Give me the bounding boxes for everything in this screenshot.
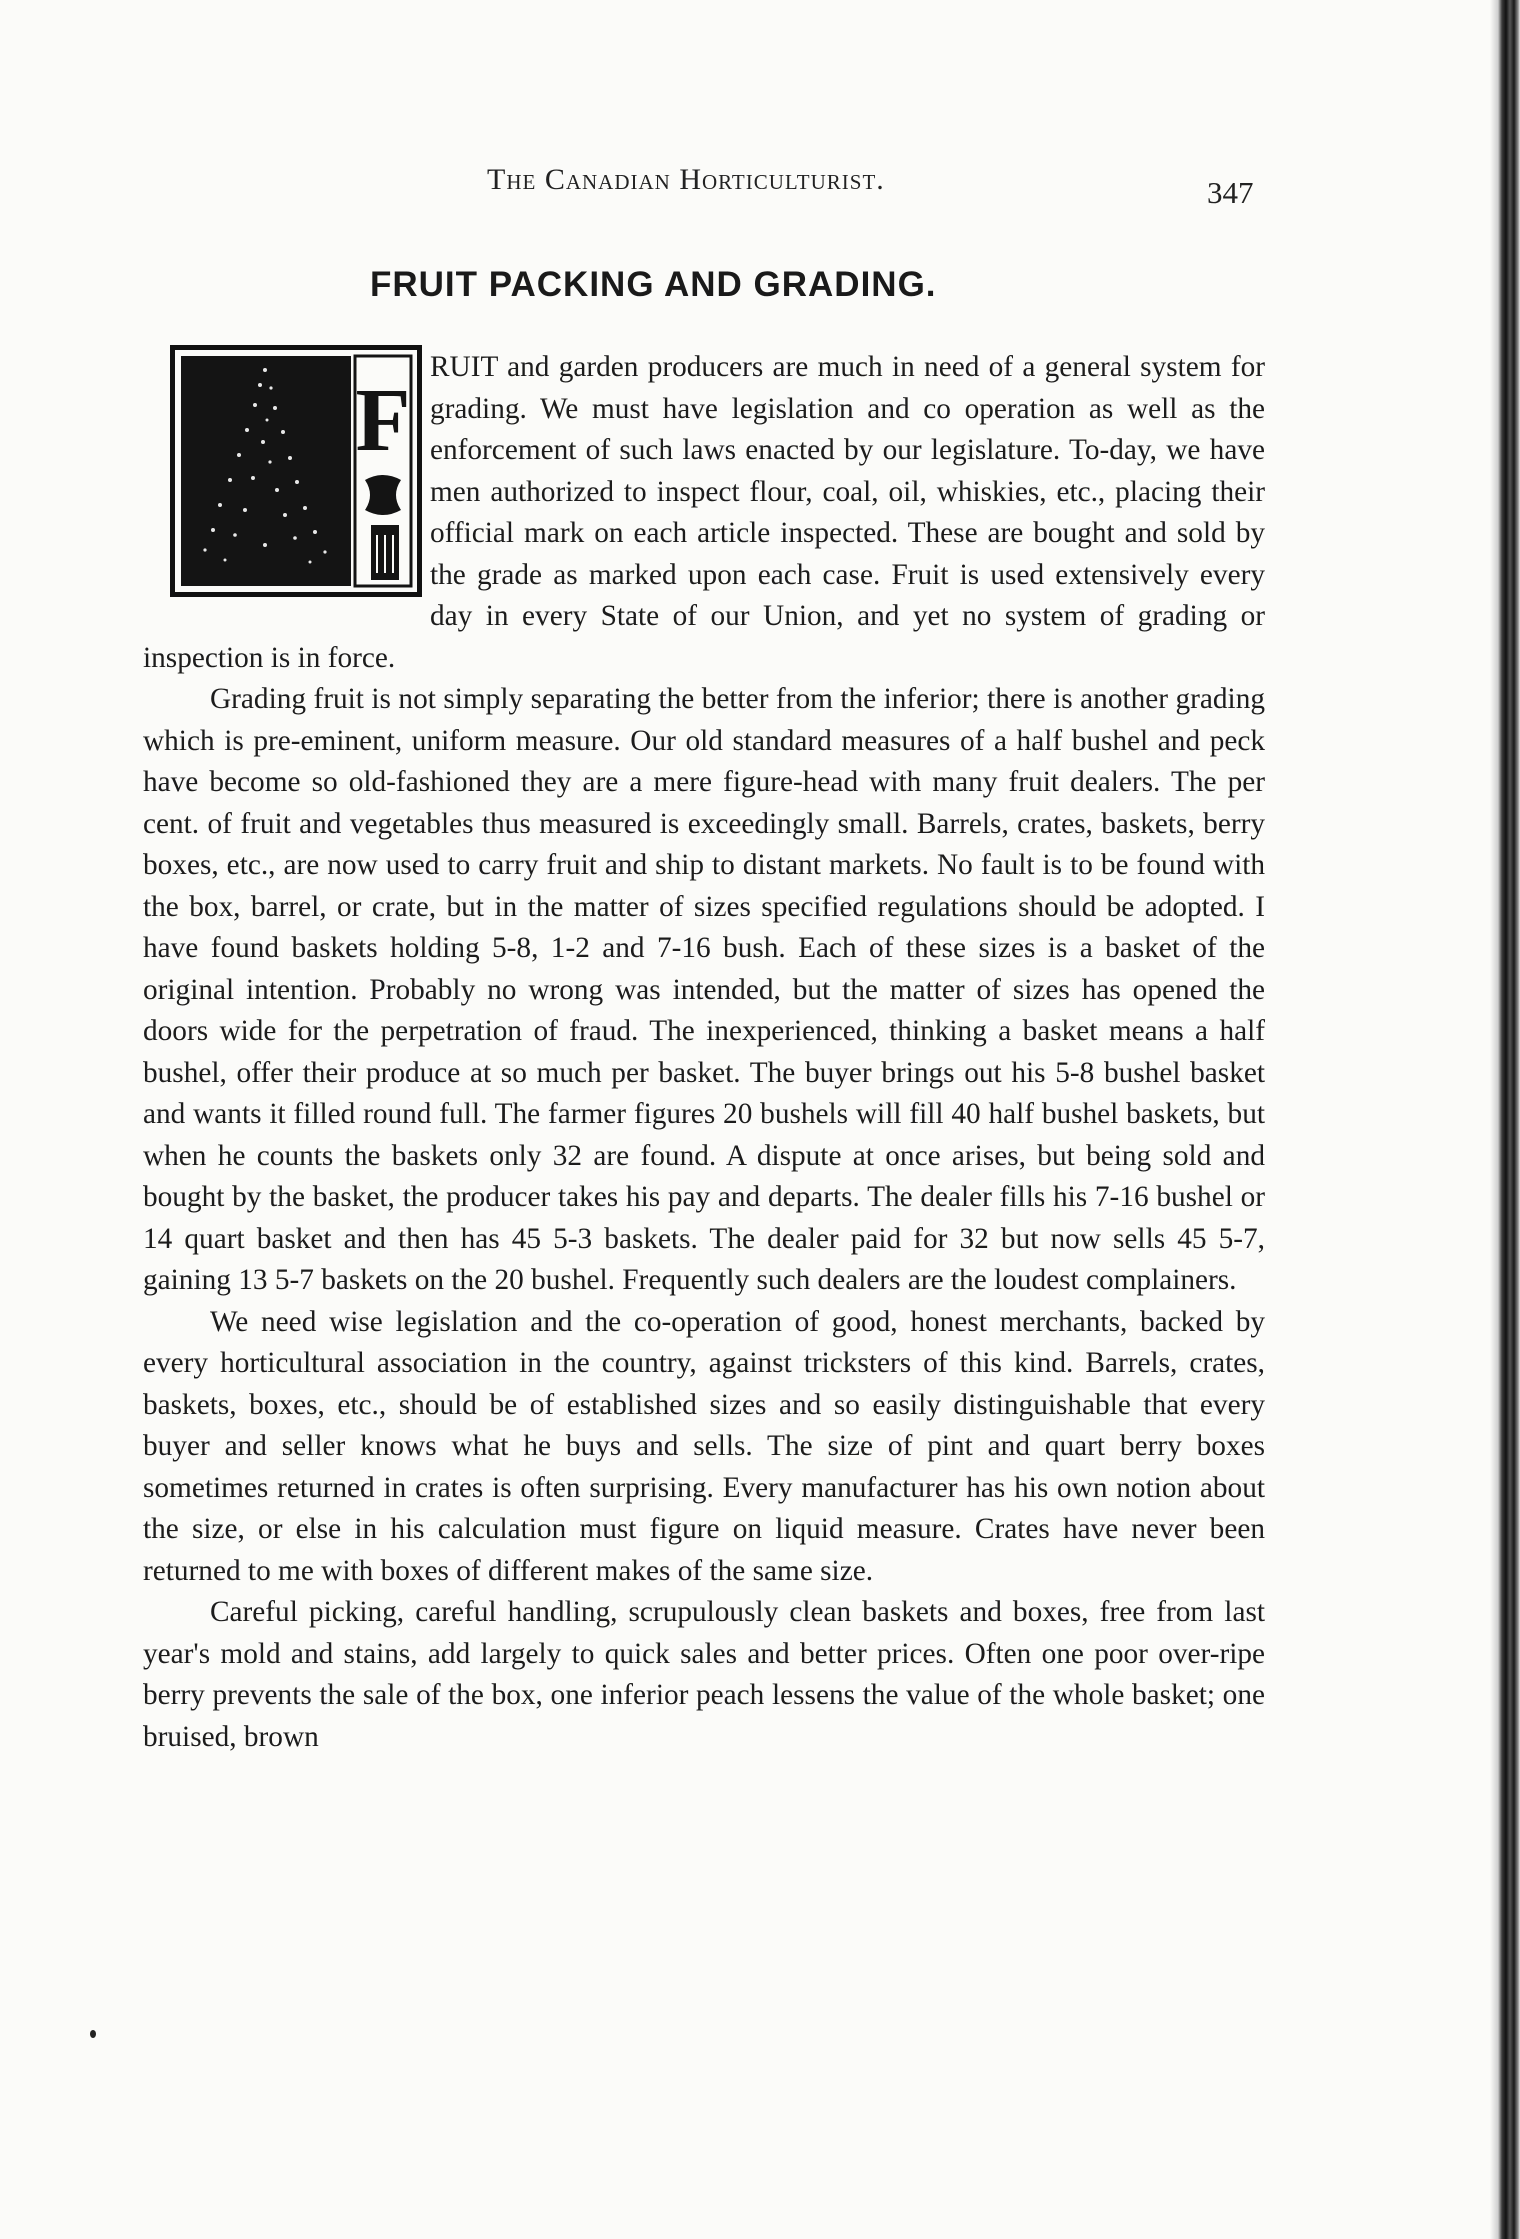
running-title: The Canadian Horticulturist. [487, 163, 885, 196]
page-number: 347 [1207, 175, 1254, 210]
paragraph-1: RUIT and garden producers are much in need of a general system for grading. We must have legislation and co operation as well as the enforcement of such laws enacted by our legislature. To-day, we have men authorized to inspect flour, coal, oil, whiskies, etc., placing their official mark on each article inspected. These are bought and sold by the grade as marked upon each case. Fruit is used extensively every day in every State of our Union, and yet no system of grading or inspection is in force. [143, 351, 1265, 674]
dropcap-space [143, 347, 430, 629]
page-spine-edge [1490, 0, 1520, 2239]
article-title: FRUIT PACKING AND GRADING. [370, 265, 937, 304]
ink-speck [90, 2030, 96, 2038]
initial-letter: F [355, 371, 411, 470]
paragraph-4: Careful picking, careful handling, scrupulously clean baskets and boxes, free from last year's mold and stains, add largely to quick sales and better prices. Often one poor over-ripe berry prevents the sale of the box, one inferior peach lessens the value of the whole basket; one bruised, brown [143, 1596, 1265, 1753]
article-body [143, 347, 1265, 1758]
paragraph-3: We need wise legislation and the co-operation of good, honest merchants, backed by every horticultural association in the country, against tricksters of this kind. Barrels, crates, baskets, boxes, etc., should be of established sizes and so easily distinguishable that every buyer and seller knows what he buys and sells. The size of pint and quart berry boxes sometimes returned in crates is often surprising. Every manufacturer has his own notion about the size, or else in his calculation must figure on liquid measure. Crates have never been returned to me with boxes of different makes of the same size. [143, 1305, 1265, 1587]
paragraph-2: Grading fruit is not simply separating the better from the inferior; there is another grading which is pre-eminent, uniform measure. Our old standard measures of a half bushel and peck have become so old-fashioned they are a mere figure-head with many fruit dealers. The per cent. of fruit and vegetables thus measured is exceedingly small. Barrels, crates, baskets, berry boxes, etc., are now used to carry fruit and ship to distant markets. No fault is to be found with the box, barrel, or crate, but in the matter of sizes specified regulations should be adopted. I have found baskets holding 5-8, 1-2 and 7-16 bush. Each of these sizes is a basket of the original intention. Probably no wrong was intended, but the matter of sizes has opened the doors wide for the perpetration of fraud. The inexperienced, thinking a basket means a half bushel, offer their produce at so much per basket. The buyer brings out his 5-8 bushel basket and wants it filled round full. The farmer figures 20 bushels will fill 40 half bushel baskets, but when he counts the baskets only 32 are found. A dispute at once arises, but being sold and bought by the basket, the producer takes his pay and departs. The dealer fills his 7-16 bushel or 14 quart basket and then has 45 5-3 baskets. The dealer paid for 32 but now sells 45 5-7, gaining 13 5-7 baskets on the 20 bushel. Frequently such dealers are the loudest complainers. [143, 683, 1265, 1296]
